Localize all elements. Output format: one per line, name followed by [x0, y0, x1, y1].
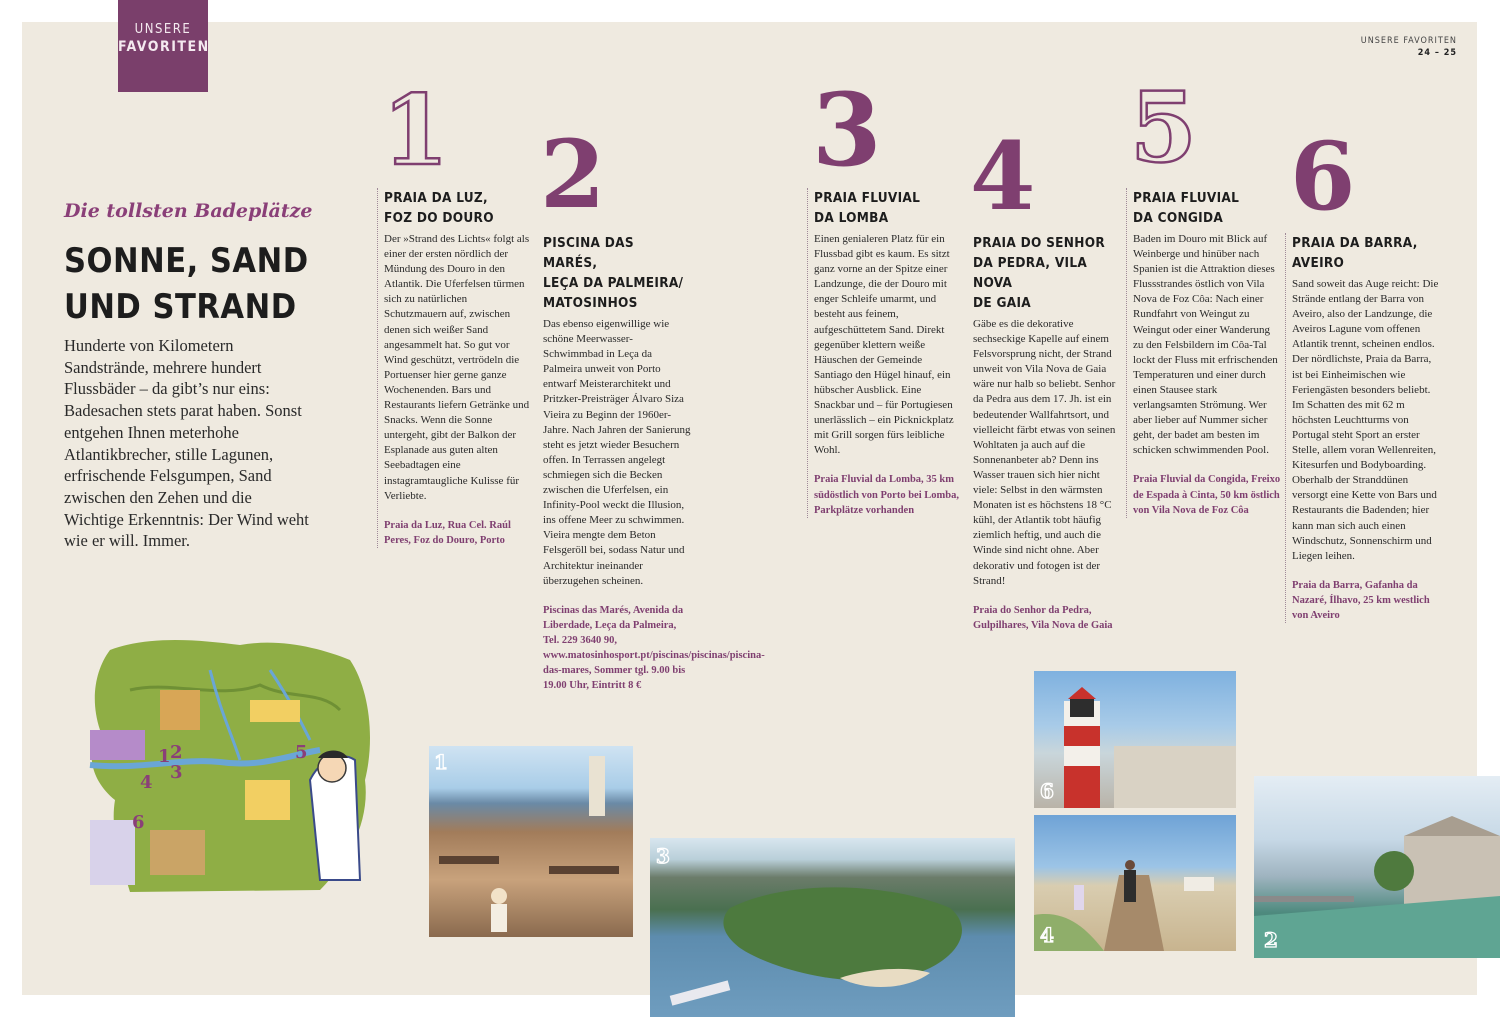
river-loop-photo	[650, 838, 1015, 1017]
headline-line-2: UND STRAND	[64, 287, 297, 327]
photo-scene	[1254, 776, 1500, 958]
kicker: Die tollsten Badeplätze	[64, 200, 313, 222]
entry-text: Einen genialeren Platz für ein Flussbad gibt es kaum. Es sitzt ganz vorne an der Spitze einer Landzunge, die der Douro mit enger Schleife umarmt, und besteht aus feinem, aufgeschüttetem Sand. Direkt gegenüber klettern weiße Häuschen der Gemeinde Santiago den Hügel hinauf, ein hübscher Ausblick. Eine Snackbar und – für Portugiesen unerlässlich – ein Picknickplatz mit Grill sorgen fürs leibliche Wohl.	[814, 233, 954, 457]
entry-title	[543, 233, 691, 313]
photo-scene	[429, 746, 633, 937]
entry-number-2: 2	[540, 120, 606, 230]
entry-text: Der »Strand des Lichts« folgt als einer der ersten nördlich der Mündung des Douro in den Atlantik. Die Uferfelsen türmen sich zu natürlichen Schutzmauern auf, zwischen denen sich weißer Sand angesammelt hat. So gut vor Wind geschützt, vertrödeln die Portuenser hier gerne ganze Wochenenden. Bars und Restaurants liefern Getränke und Snacks. Wenn die Sonne untergeht, gibt der Balkon der Esplanade aus guten alten Seebadtagen eine instagramtaugliche Kulisse für Verliebte.	[384, 233, 530, 502]
page-reference	[1361, 35, 1457, 59]
photo-number: 4	[1040, 923, 1054, 947]
entry-text: Das ebenso eigenwillige wie schöne Meerwasser-Schwimmbad in Leça da Palmeira unweit von Porto entwarf Meisterarchitekt und Pritzker-Preisträger Álvaro Siza Vieira zu Beginn der 1960er-Jahre. Nach Jahren der Sanierung steht es jetzt wieder Besuchern offen. In Terrassen angelegt schmiegen sich die Becken zwischen die Uferfelsen, ein Infinity-Pool weckt die Illusion, ins offene Meer zu schwimmen. Vieira mengte dem Beton Felsgeröll bei, sodass Natur und Architektur ineinander überzugehen scheinen.	[543, 318, 691, 587]
title-line: DA CONGIDA	[1133, 210, 1224, 226]
entry-title	[1133, 188, 1281, 228]
entry-title	[384, 188, 532, 228]
title-line: DE GAIA	[973, 295, 1031, 311]
category-tab	[118, 0, 208, 92]
title-line: LEÇA DA PALMEIRA/	[543, 275, 684, 291]
entry-info: Praia Fluvial da Lomba, 35 km südöstlich von Porto bei Lomba, Parkplätze vorhanden	[814, 474, 959, 516]
map-marker-1: 1	[158, 746, 171, 767]
entry-praia-fluvial-da-lomba	[807, 188, 962, 518]
boardwalk-beach-photo	[1034, 815, 1236, 951]
map-marker-5: 5	[295, 742, 308, 763]
entry-info: Praia Fluvial da Congida, Freixo de Espada à Cinta, 50 km östlich von Vila Nova de Foz Côa	[1133, 474, 1281, 516]
title-line: PRAIA DA BARRA,	[1292, 235, 1418, 251]
page-ref-label: UNSERE FAVORITEN	[1360, 36, 1457, 46]
tab-line-2: FAVORITEN	[118, 39, 210, 55]
entry-text: Baden im Douro mit Blick auf Weinberge und hinüber nach Spanien ist die Attraktion dieses Flussstrandes östlich von Vila Nova de Foz Côa: Nach einer Rundfahrt von Weingut zu Weingut oder einer Wanderung zu den Felsbildern im Côa-Tal lockt der Fluss mit erfrischenden Temperaturen und einer durch einen Stausee stark verlangsamten Strömung. Wer aber lieber auf Nummer sicher geht, der badet am besten im schicken schwimmenden Pool.	[1133, 233, 1278, 457]
pool-photo	[1254, 776, 1500, 958]
entry-praia-fluvial-da-congida	[1126, 188, 1281, 518]
cafe-terrace-photo	[429, 746, 633, 937]
entry-title	[814, 188, 962, 228]
entry-title	[973, 233, 1121, 313]
lead-paragraph: Hunderte von Kilometern Sandstrände, mehrere hundert Flussbäder – da gibt’s nur eins: Badesachen stets parat haben. Sonst entgehen Ihnen meterhohe Atlantikbrecher, stille Lagunen, erfrischende Felsgumpen, Sand zwischen den Zehen und die Wichtige Erkenntnis: Der Wind weht wie er will. Immer.	[64, 336, 309, 551]
headline	[64, 238, 309, 330]
map-marker-6: 6	[132, 812, 145, 833]
photo-scene	[1034, 815, 1236, 951]
entry-title	[1292, 233, 1440, 273]
photo-number: 3	[656, 844, 670, 868]
map-marker-3: 3	[170, 762, 183, 783]
entry-text: Gäbe es die dekorative sechseckige Kapelle auf einem Felsvorsprung nicht, der Strand unweit von Vila Nova de Gaia wäre nur halb so beliebt. Senhor da Pedra aus dem 17. Jh. ist ein bedeutender Wallfahrtsort, und vielleicht färbt etwas von seinen Wohltaten ja auch auf die Sonnenanbeter ab? Denn ins Wasser trauen sich hier nicht viele: Selbst in den wärmsten Monaten ist es höchstens 18 °C kühl, der Atlantik tobt häufig ziemlich heftig, und auch die Winde sind nicht ohne. Aber dekorativ und fotogen ist der Strand!	[973, 318, 1116, 587]
map-marker-4: 4	[140, 772, 153, 793]
map-illustration	[70, 630, 400, 900]
photo-number: 2	[1264, 928, 1278, 952]
headline-line-1: SONNE, SAND	[64, 241, 309, 281]
photo-scene	[1034, 671, 1236, 808]
photo-number: 6	[1040, 779, 1054, 803]
entry-text: Sand soweit das Auge reicht: Die Strände entlang der Barra von Aveiro, also der Landzunge, die Aveiros Lagune vom offenen Atlantik trennt, scheinen endlos. Der nördlichste, Praia da Barra, ist bei Einheimischen wie Feriengästen besonders beliebt. Im Schatten des mit 62 m höchsten Leuchtturms von Portugal steht Sport an erster Stelle, allem voran Wellenreiten, Kitesurfen und Bodyboarding. Oberhalb der Stranddünen versorgt eine Kette von Bars und Restaurants die Badenden; hier kann man sich auch einen Windschutz, Sonnenschirm und Liegen leihen.	[1292, 278, 1439, 562]
title-line: PRAIA DA LUZ,	[384, 190, 488, 206]
page-numbers: 24 – 25	[1417, 48, 1457, 58]
illustrated-map	[70, 630, 400, 900]
entry-number-5: 5	[1130, 71, 1197, 184]
title-line: PISCINA DAS MARÉS,	[543, 235, 634, 271]
entry-number-1: 1	[382, 74, 449, 187]
title-line: DA PEDRA, VILA NOVA	[973, 255, 1088, 291]
entry-piscina-das-mares	[543, 233, 765, 693]
title-line: PRAIA FLUVIAL	[1133, 190, 1240, 206]
entry-number-4: 4	[970, 122, 1036, 232]
title-line: MATOSINHOS	[543, 295, 638, 311]
entry-info: Praia da Luz, Rua Cel. Raúl Peres, Foz do Douro, Porto	[384, 519, 511, 546]
title-line: PRAIA DO SENHOR	[973, 235, 1105, 251]
entry-info: Piscinas das Marés, Avenida da Liberdade, Leça da Palmeira, Tel. 229 3640 90, www.matosinhosport.pt/piscinas/piscinas/piscina-das-mares, Sommer tgl. 9.00 bis 19.00 Uhr, Eintritt 8 €	[543, 604, 765, 692]
tab-line-1: UNSERE	[134, 22, 192, 37]
entry-number-6: 6	[1290, 122, 1356, 232]
title-line: DA LOMBA	[814, 210, 889, 226]
entry-praia-da-barra	[1285, 233, 1440, 623]
title-line: FOZ DO DOURO	[384, 210, 494, 226]
entry-praia-da-luz	[377, 188, 532, 548]
photo-scene	[650, 838, 1015, 1017]
lighthouse-photo	[1034, 671, 1236, 808]
title-line: AVEIRO	[1292, 255, 1345, 271]
entry-info: Praia do Senhor da Pedra, Gulpilhares, Vila Nova de Gaia	[973, 604, 1113, 631]
photo-number: 1	[434, 750, 448, 774]
map-marker-2: 2	[170, 742, 183, 763]
entry-number-3: 3	[812, 71, 882, 189]
entry-praia-do-senhor-da-pedra	[973, 233, 1121, 633]
entry-info: Praia da Barra, Gafanha da Nazaré, Ílhavo, 25 km westlich von Aveiro	[1292, 579, 1430, 621]
title-line: PRAIA FLUVIAL	[814, 190, 921, 206]
